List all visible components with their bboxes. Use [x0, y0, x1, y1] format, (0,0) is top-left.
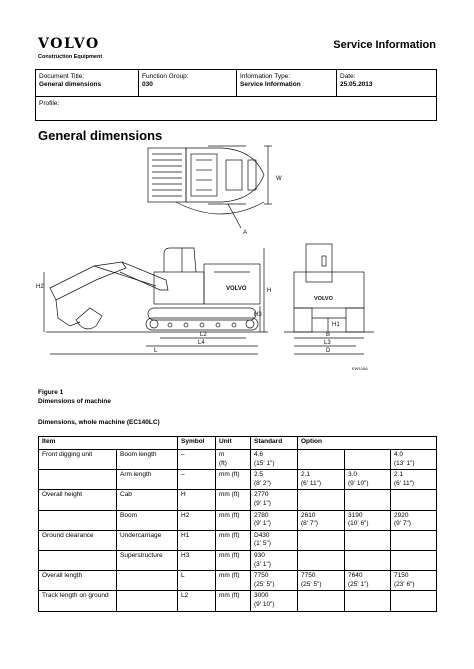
table-cell: Overall length [39, 571, 117, 591]
table-cell [391, 530, 437, 550]
drawing-label-l2: L2 [200, 332, 207, 338]
table-row [39, 490, 437, 510]
table-row [39, 591, 437, 611]
table-cell: mm (ft) [216, 530, 251, 550]
table-cell: 4.6 (15' 1") [251, 450, 298, 470]
drawing-label-h2: H2 [36, 284, 44, 290]
width-dimension-w [264, 146, 282, 204]
top-view-machine [148, 146, 264, 228]
table-cell [298, 591, 345, 611]
drawing-label-w: W [276, 176, 282, 182]
meta-date [337, 70, 436, 96]
table-cell: Boom [117, 510, 178, 530]
volvo-logo: VOLVO [38, 36, 100, 52]
drawing-label-l3: L3 [324, 340, 331, 346]
table-cell [298, 450, 345, 470]
table-cell: mm (ft) [216, 550, 251, 570]
document-meta-box [35, 69, 437, 121]
table-row [39, 470, 437, 490]
table-cell: 930 (3' 1") [251, 550, 298, 570]
table-cell: 3000 (9' 10") [251, 591, 298, 611]
meta-date-label: Date: [340, 73, 356, 80]
table-cell: H2 [178, 510, 216, 530]
table-cell: Track length on ground [39, 591, 117, 611]
page-title: General dimensions [38, 128, 163, 143]
table-cell [345, 591, 391, 611]
table-cell: L [178, 571, 216, 591]
meta-date-value: 25.05.2013 [340, 81, 373, 88]
table-cell: m (ft) [216, 450, 251, 470]
table-cell [391, 591, 437, 611]
drawing-label-d: D [326, 348, 331, 354]
table-cell: 2.5 (8' 2") [251, 470, 298, 490]
table-cell [391, 550, 437, 570]
table-cell: mm (ft) [216, 591, 251, 611]
drawing-label-h: H [267, 288, 272, 294]
header-unit: Unit [216, 437, 251, 450]
table-cell: 3.0 (9' 10") [345, 470, 391, 490]
figure-caption: Dimensions of machine [38, 398, 111, 405]
meta-doc-title-label: Document Title: [39, 73, 85, 80]
drawing-label-b: B [326, 332, 331, 338]
table-cell: D430 (1' 5") [251, 530, 298, 550]
table-title: Dimensions, whole machine (EC140LC) [38, 419, 160, 426]
header-option: Option [298, 437, 437, 450]
drawing-label-l4: L4 [198, 340, 205, 346]
table-cell: mm (ft) [216, 510, 251, 530]
table-cell: 3190 (10' 6") [345, 510, 391, 530]
machine-brand-side: VOLVO [226, 286, 247, 292]
table-cell: 2610 (8' 7") [298, 510, 345, 530]
table-cell: – [178, 470, 216, 490]
table-cell: mm (ft) [216, 490, 251, 510]
table-cell: 7640 (25' 1") [345, 571, 391, 591]
table-cell: 4.0 (13' 1") [391, 450, 437, 470]
figure-number: Figure 1 [38, 389, 64, 396]
table-cell [39, 510, 117, 530]
table-cell: Overall height [39, 490, 117, 510]
table-cell: mm (ft) [216, 470, 251, 490]
logo-subtitle: Construction Equipment [38, 54, 103, 60]
table-cell: Cab [117, 490, 178, 510]
table-cell [298, 490, 345, 510]
side-view-machine [46, 248, 268, 332]
table-row [39, 550, 437, 570]
front-view-dimensions [294, 318, 364, 354]
table-cell: 2920 (9' 7") [391, 510, 437, 530]
table-row [39, 450, 437, 470]
table-cell [298, 530, 345, 550]
table-cell: 2.1 (6' 11") [298, 470, 345, 490]
table-cell [345, 450, 391, 470]
table-cell: Superstructure [117, 550, 178, 570]
table-cell: Arm length [117, 470, 178, 490]
meta-function-group [139, 70, 237, 96]
table-row [39, 510, 437, 530]
drawing-label-l: L [154, 348, 158, 354]
table-row [39, 530, 437, 550]
table-cell [39, 470, 117, 490]
front-view-machine [284, 244, 374, 332]
meta-profile-label: Profile: [39, 100, 60, 107]
table-cell: L2 [178, 591, 216, 611]
table-cell: Ground clearance [39, 530, 117, 550]
drawing-code: EW105A [352, 366, 368, 371]
document-kind: Service Information [333, 39, 436, 51]
table-cell [391, 490, 437, 510]
meta-info-type [237, 70, 337, 96]
meta-function-group-label: Function Group: [142, 73, 189, 80]
table-cell: 2780 (9' 1") [251, 510, 298, 530]
table-cell: Undercarriage [117, 530, 178, 550]
drawing-label-h3: H3 [254, 312, 262, 318]
table-cell [39, 550, 117, 570]
table-cell: 2770 (9' 1") [251, 490, 298, 510]
table-cell: Front digging unit [39, 450, 117, 470]
drawing-label-a: A [243, 230, 248, 236]
table-cell: H1 [178, 530, 216, 550]
table-header-row [39, 437, 437, 450]
table-cell [117, 571, 178, 591]
table-cell: 7150 (23' 6") [391, 571, 437, 591]
meta-doc-title-value: General dimensions [39, 81, 102, 88]
table-row [39, 571, 437, 591]
meta-function-group-value: 030 [142, 81, 153, 88]
machine-dimension-drawing [36, 140, 436, 380]
table-cell [298, 550, 345, 570]
table-cell: 2.1 (6' 11") [391, 470, 437, 490]
meta-info-type-label: Information Type: [240, 73, 291, 80]
header-symbol: Symbol [178, 437, 216, 450]
table-cell [117, 591, 178, 611]
table-cell: Boom length [117, 450, 178, 470]
table-cell: 7750 (25' 5") [298, 571, 345, 591]
meta-info-type-value: Service Information [240, 81, 301, 88]
table-cell: H3 [178, 550, 216, 570]
table-cell: 7750 (25' 5") [251, 571, 298, 591]
machine-brand-front: VOLVO [314, 296, 333, 302]
table-cell: – [178, 450, 216, 470]
table-cell: H [178, 490, 216, 510]
drawing-label-h1: H1 [332, 322, 340, 328]
header-item: Item [39, 437, 178, 450]
table-cell [345, 550, 391, 570]
header-standard: Standard [251, 437, 298, 450]
table-cell [345, 530, 391, 550]
meta-doc-title [36, 70, 139, 96]
table-cell: mm (ft) [216, 571, 251, 591]
dimensions-table [38, 436, 437, 612]
table-cell [345, 490, 391, 510]
